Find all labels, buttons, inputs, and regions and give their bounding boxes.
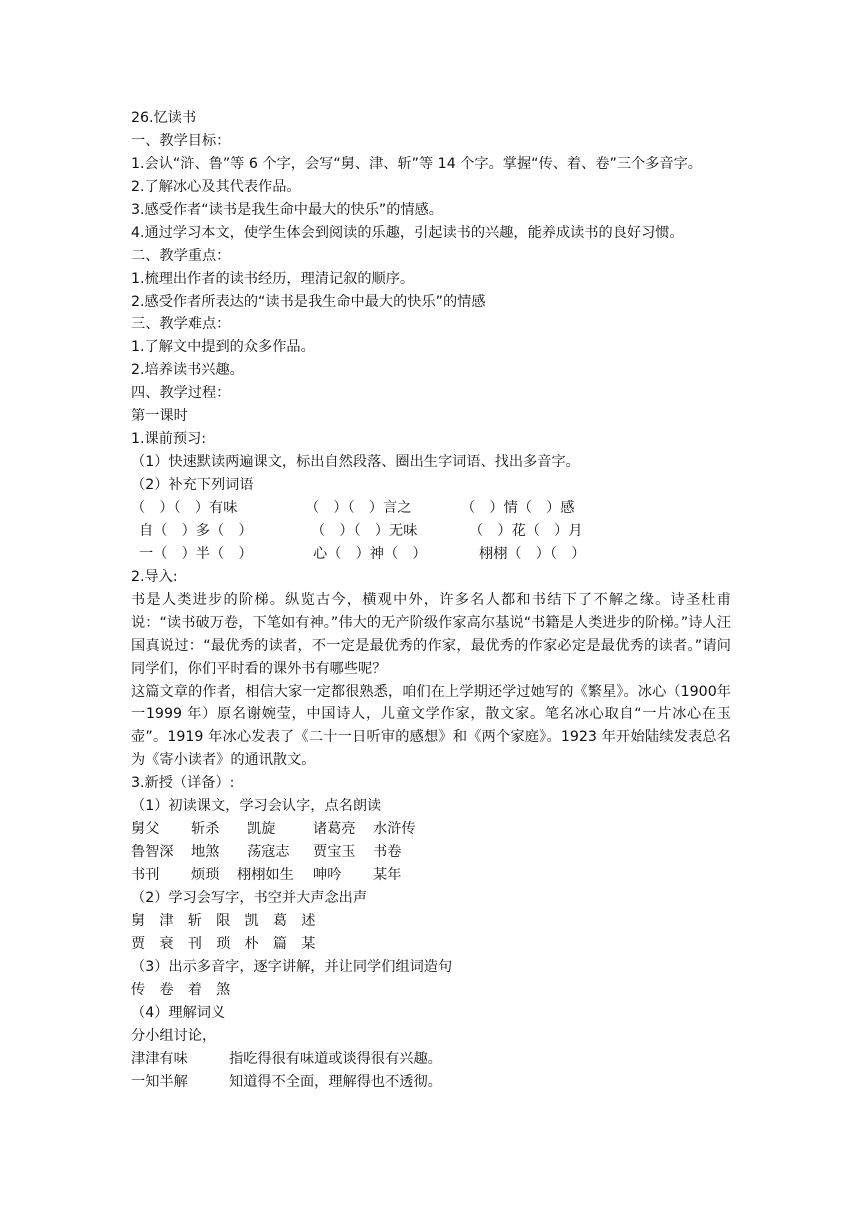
new-lesson-task: （4）理解词义 — [131, 1004, 226, 1021]
vocab-word: 斩杀 — [191, 821, 220, 838]
polyphone-characters: 传 卷 着 煞 — [131, 981, 231, 998]
vocab-row — [131, 864, 731, 887]
section-heading-key-points: 二、教学重点： — [131, 247, 231, 264]
fill-blank-phrase: （ ）（ ）言之 — [305, 499, 412, 516]
objective-item: 1.会认“浒、鲁”等 6 个字，会写“舅、津、斩”等 14 个字。掌握“传、着、卷”三个多音字。 — [131, 155, 702, 172]
vocab-word: 诸葛亮 — [313, 821, 356, 838]
vocab-word: 鲁智深 — [131, 844, 174, 861]
vocab-word: 某年 — [373, 867, 402, 884]
fill-blank-phrase: 栩栩（ ）（ ） — [479, 545, 586, 562]
vocab-word: 贾宝玉 — [313, 844, 356, 861]
difficulty-item: 1.了解文中提到的众多作品。 — [131, 339, 315, 356]
new-lesson-task: （1）初读课文，学习会认字，点名朗读 — [131, 798, 382, 815]
author-paragraph: 这篇文章的作者，相信大家一定都很熟悉，咱们在上学期还学过她写的《繁星》。冰心（1900年一1999 年）原名谢婉莹，中国诗人，儿童文学作家，散文家。笔名冰心取自“一片冰心在玉壶”。1919 年冰心发表了《二十一日听审的感想》和《两个家庭》。1923 年开始陆续发表总名为《寄小读者》的通讯散文。 — [131, 683, 731, 769]
vocab-word: 栩栩如生 — [237, 867, 294, 884]
fill-blank-row — [131, 543, 731, 566]
new-lesson-heading: 3.新授（详备）: — [131, 775, 235, 792]
preview-heading: 1.课前预习: — [131, 431, 207, 448]
key-point-item: 1.梳理出作者的读书经历，理清记叙的顺序。 — [131, 270, 415, 287]
new-lesson-task: （2）学习会写字，书空并大声念出声 — [131, 890, 368, 907]
section-heading-difficulties: 三、教学难点： — [131, 316, 231, 333]
lesson-label: 第一课时 — [131, 408, 188, 425]
vocab-row — [131, 818, 731, 841]
writing-characters-row: 贾 衰 刊 琐 朴 篇 某 — [131, 935, 316, 952]
objective-item: 3.感受作者“读书是我生命中最大的快乐”的情感。 — [131, 201, 443, 218]
fill-blank-phrase: 自（ ）多（ ） — [139, 522, 253, 539]
document-title: 26.忆读书 — [131, 110, 197, 126]
objective-item: 4.通过学习本文，使学生体会到阅读的乐趣，引起读书的兴趣，能养成读书的良好习惯。 — [131, 224, 684, 241]
vocab-word: 书卷 — [373, 844, 402, 861]
fill-blank-phrase: （ ）（ ）有味 — [131, 499, 238, 516]
vocab-word: 水浒传 — [373, 821, 416, 838]
definition-row — [131, 1071, 731, 1094]
writing-characters-row: 舅 津 斩 限 凯 葛 述 — [131, 912, 316, 929]
preview-task: （2）补充下列词语 — [131, 477, 254, 494]
definition-term: 一知半解 — [131, 1073, 188, 1090]
section-heading-objectives: 一、教学目标： — [131, 132, 231, 149]
vocab-word: 舅父 — [131, 821, 160, 838]
definition-term: 津津有味 — [131, 1050, 188, 1067]
lesson-plan-document — [131, 107, 731, 1093]
new-lesson-task: （3）出示多音字，逐字讲解，并让同学们组词造句 — [131, 958, 453, 975]
definition-meaning: 知道得不全面，理解得也不透彻。 — [229, 1073, 442, 1090]
section-heading-process: 四、教学过程： — [131, 385, 231, 402]
fill-blank-row — [131, 520, 731, 543]
discussion-note: 分小组讨论， — [131, 1027, 217, 1044]
intro-paragraph: 书是人类进步的阶梯。纵览古今，横观中外，许多名人都和书结下了不解之缘。诗圣杜甫说：“读书破万卷，下笔如有神。”伟大的无产阶级作家高尔基说“书籍是人类进步的阶梯。”诗人汪国真说过：“最优秀的读者，不一定是最优秀的作家，最优秀的作家必定是最优秀的读者。”请问同学们，你们平时看的课外书有哪些呢？ — [131, 591, 731, 677]
fill-blank-phrase: （ ）花（ ）月 — [469, 522, 583, 539]
vocab-word: 地煞 — [191, 844, 220, 861]
difficulty-item: 2.培养读书兴趣。 — [131, 362, 244, 379]
fill-blank-phrase: （ ）（ ）无味 — [311, 522, 418, 539]
fill-blank-phrase: 一（ ）半（ ） — [139, 545, 253, 562]
fill-blank-row — [131, 497, 731, 520]
fill-blank-phrase: 心（ ）神（ ） — [313, 545, 427, 562]
fill-blank-phrase: （ ）情（ ）感 — [461, 499, 575, 516]
preview-task: （1）快速默读两遍课文，标出自然段落、圈出生字词语、找出多音字。 — [131, 454, 580, 471]
vocab-word: 呻吟 — [313, 867, 342, 884]
vocab-word: 烦琐 — [191, 867, 220, 884]
vocab-word: 书刊 — [131, 867, 160, 884]
vocab-word: 凯旋 — [247, 821, 276, 838]
definition-meaning: 指吃得很有味道或谈得很有兴趣。 — [229, 1050, 442, 1067]
objective-item: 2.了解冰心及其代表作品。 — [131, 178, 301, 195]
key-point-item: 2.感受作者所表达的“读书是我生命中最大的快乐”的情感 — [131, 293, 486, 310]
vocab-row — [131, 841, 731, 864]
intro-heading: 2.导入: — [131, 568, 178, 585]
definition-row — [131, 1048, 731, 1071]
vocab-word: 荡寇志 — [247, 844, 290, 861]
